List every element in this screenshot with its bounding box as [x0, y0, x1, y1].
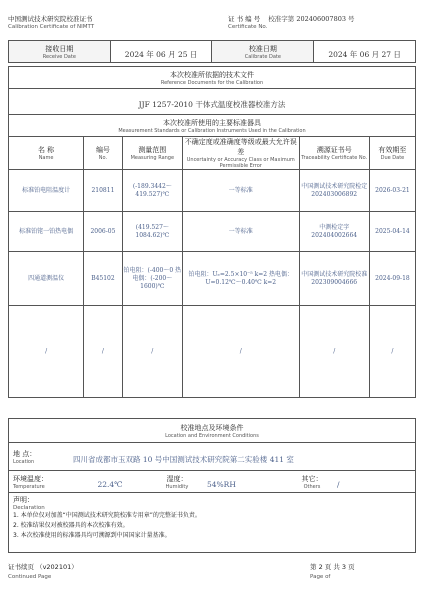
cert-label-en: Certificate No.	[228, 24, 268, 30]
humidity-label: 湿度： Humidity	[147, 471, 207, 493]
cell-due: 2026-03-21	[369, 170, 415, 212]
col-range: 测量范围 Measuring Range	[122, 137, 182, 170]
page-number: 第 2 页 共 3 页	[310, 563, 355, 571]
table-row	[9, 252, 416, 306]
col-uncertainty: 不确定度或准确度等级或最大允许误差 Uncertainty or Accuracy Class or Maximum Permissible Error	[182, 137, 299, 170]
cell-range: (-189.3442～419.527)℃	[122, 170, 182, 212]
receive-date-label: 接收日期 Receive Date	[9, 41, 111, 63]
table-row	[9, 170, 416, 212]
temperature-label: 环境温度： Temperature	[9, 471, 74, 493]
col-traceability: 溯源证书号 Traceability Certificate No.	[299, 137, 369, 170]
cell-range: 铂电阻：(-400～0 热电偶：(-200～1600)℃	[122, 252, 182, 306]
cell-no: 2006-05	[84, 212, 123, 252]
cell-traceability: 中国测试技术研究院检定 202403006892	[299, 170, 369, 212]
cell-name: 标准铂电阻温度计	[9, 170, 84, 212]
cert-label: 证 书 编 号	[228, 15, 261, 23]
cert-no: 校准字第 202406007803 号	[268, 15, 355, 23]
ref-docs-title: 本次校准所依据的技术文件 Reference Documents for the Calibration	[9, 67, 416, 89]
cell-no: B45102	[84, 252, 123, 306]
dates-table	[8, 40, 416, 63]
temperature-value: 22.4℃	[73, 471, 147, 493]
cell-due: /	[369, 306, 415, 398]
institute-name: 中国测试技术研究院校准证书	[8, 15, 93, 23]
cell-name: /	[9, 306, 84, 398]
table-row	[9, 306, 416, 398]
cell-uncertainty: 一等标准	[182, 170, 299, 212]
cell-uncertainty: /	[182, 306, 299, 398]
cell-traceability: /	[299, 306, 369, 398]
declaration-title-en: Declaration	[13, 505, 45, 511]
cell-uncertainty: 一等标准	[182, 212, 299, 252]
declaration-item: 2. 校准结果仅对被校器具的本次校准有效。	[13, 522, 129, 529]
cell-no: 210811	[84, 170, 123, 212]
certificate-number	[228, 14, 355, 23]
others-label: 其它： Others	[287, 471, 337, 493]
cell-no: /	[84, 306, 123, 398]
calibrate-date-label: 校准日期 Calibrate Date	[212, 41, 314, 63]
cell-range: (419.527～1084.62)℃	[122, 212, 182, 252]
cell-name: 标准铂铑一铂热电偶	[9, 212, 84, 252]
standards-header-row	[9, 137, 416, 170]
standards-title: 本次校准所使用的主要标准器具 Measurement Standards or Calibration Instruments Used in the Calibration	[9, 115, 416, 137]
declaration-title: 声明：	[13, 496, 34, 504]
cell-traceability: 中测检定字 202404002664	[299, 212, 369, 252]
col-no: 编号 No.	[84, 137, 123, 170]
humidity-value: 54%RH	[207, 471, 287, 493]
cell-name: 四通道测温仪	[9, 252, 84, 306]
continued-page-label: 证书续页 （v202101）	[8, 563, 78, 571]
declaration-item: 3. 本次校准使用的标准器具均可溯源到中国国家计量基准。	[13, 532, 171, 539]
location-label: 地 点： Location	[9, 443, 74, 471]
ref-doc: JJF 1257-2010 干体式温度校准器校准方法	[9, 89, 416, 115]
location-title: 校准地点及环境条件 Location and Environment Conditions	[9, 419, 416, 443]
cell-traceability: 中国测试技术研究院校准 202309004666	[299, 252, 369, 306]
others-value: /	[337, 471, 416, 493]
calibrate-date-value: 2024 年 06 月 27 日	[314, 41, 416, 63]
table-row	[9, 212, 416, 252]
receive-date-value: 2024 年 06 月 25 日	[110, 41, 212, 63]
page-number-en: Page of	[310, 574, 331, 580]
standards-table	[8, 66, 416, 398]
cell-due: 2025-04-14	[369, 212, 415, 252]
cell-range: /	[122, 306, 182, 398]
continued-page-label-en: Continued Page	[8, 574, 52, 580]
cell-due: 2024-09-18	[369, 252, 415, 306]
institute-name-en: Calibration Certificate of NIMTT	[8, 24, 95, 30]
declaration-box	[9, 493, 416, 553]
location-table	[8, 418, 416, 553]
cell-uncertainty: 铂电阻：Uₑ=2.5×10⁻⁵ k=2 热电偶：U=0.12℃～0.40℃ k=2	[182, 252, 299, 306]
col-name: 名 称 Name	[9, 137, 84, 170]
col-due: 有效期至 Due Date	[369, 137, 415, 170]
location-address: 四川省成都市玉双路 10 号中国测试技术研究院第二实验楼 411 室	[73, 443, 416, 471]
declaration-item: 1. 本单位仅对加盖“中国测试技术研究院校准专用章”的完整证书负责。	[13, 512, 201, 519]
